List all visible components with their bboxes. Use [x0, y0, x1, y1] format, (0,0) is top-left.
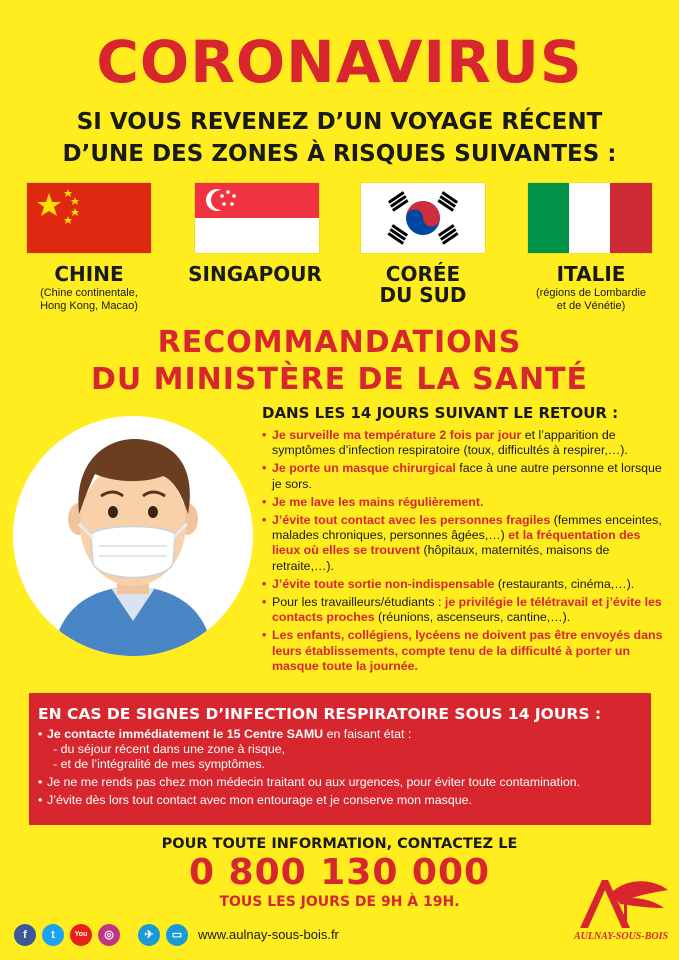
measure-highlight: Je me lave les mains régulièrement.	[272, 494, 484, 509]
measure-text: Pour les travailleurs/étudiants :	[272, 595, 445, 610]
measure-text: (réunions, ascenseurs, cantine,…).	[374, 610, 571, 625]
measure-text: et l’apparition de symptômes d’infection respiratoire (toux, difficultés à respirer,…).	[272, 428, 628, 458]
list-item	[262, 577, 667, 592]
masked-person-illustration	[13, 416, 253, 656]
italy-flag	[528, 183, 652, 253]
list-item	[262, 595, 667, 625]
facebook-icon[interactable]: f	[14, 924, 36, 946]
contact-info: POUR TOUTE INFORMATION, CONTACTEZ LE	[161, 836, 518, 852]
country-name: CHINE	[54, 262, 124, 286]
list-item	[262, 628, 667, 674]
country-detail	[511, 287, 671, 313]
singapore-flag	[195, 183, 319, 253]
country-name: SINGAPOUR	[188, 262, 322, 286]
infection-sub-item: - du séjour récent dans une zone à risque,	[53, 742, 286, 756]
country-italy	[511, 264, 671, 313]
country-name-line-2: DU SUD	[379, 283, 467, 307]
measure-text: face à une autre personne et lorsque je sors.	[272, 461, 662, 491]
infection-text: en faisant état :	[323, 727, 412, 741]
list-item	[262, 495, 667, 510]
measure-highlight: et la fréquentation des lieux où elles se trouvent	[272, 528, 641, 558]
opening-hours: TOUS LES JOURS DE 9H À 19H.	[219, 894, 460, 910]
country-china	[9, 264, 169, 313]
measure-text: (restaurants, cinéma,…).	[494, 576, 635, 591]
list-item	[262, 428, 667, 458]
infection-sub-item: - et de l’intégralité de mes symptômes.	[53, 757, 266, 771]
measure-highlight: Les enfants, collégiens, lycéens ne doivent pas être envoyés dans leurs établissements, compte tenu de la difficulté à porter un masque toute la journée.	[272, 628, 663, 673]
country-singapore	[175, 264, 335, 285]
country-detail-line: Hong Kong, Macao)	[40, 300, 138, 312]
list-item	[38, 727, 648, 772]
measure-highlight: J’évite toute sortie non-indispensable	[272, 576, 495, 591]
south-korea-flag	[361, 183, 485, 253]
screen-icon[interactable]: ▭	[166, 924, 188, 946]
measure-highlight: Je surveille ma température 2 fois par jour	[272, 428, 522, 442]
phone-number[interactable]: 0 800 130 000	[188, 852, 491, 893]
measure-text: (femmes enceintes, malades chroniques, personnes âgées,…)	[272, 513, 662, 543]
instagram-icon[interactable]: ◎	[98, 924, 120, 946]
subtitle	[0, 106, 679, 170]
recommendations-title-line-2: DU MINISTÈRE DE LA SANTÉ	[90, 362, 589, 397]
country-name: ITALIE	[556, 262, 626, 286]
list-item	[262, 513, 667, 574]
app-icon[interactable]: ✈	[138, 924, 160, 946]
country-detail-line: (Chine continentale,	[40, 287, 138, 299]
infection-list	[38, 727, 648, 811]
twitter-icon[interactable]: t	[42, 924, 64, 946]
page-title: CORONAVIRUS	[96, 28, 583, 96]
days-title: DANS LES 14 JOURS SUIVANT LE RETOUR :	[262, 404, 619, 422]
list-item	[262, 461, 667, 491]
infection-text: Je ne me rends pas chez mon médecin traitant ou aux urgences, pour éviter toute contamination.	[47, 775, 581, 789]
list-item	[38, 793, 648, 808]
country-detail-line: (régions de Lombardie	[535, 287, 647, 299]
country-detail-line: et de Vénétie)	[556, 300, 626, 312]
aulnay-logo-text: AULNAY-SOUS-BOIS	[573, 931, 669, 942]
measures-list	[262, 428, 667, 677]
recommendations-title	[0, 324, 679, 398]
measure-highlight: Je porte un masque chirurgical	[272, 461, 456, 476]
measure-text: (hôpitaux, maternités, maisons de retraite,…).	[272, 543, 610, 573]
infection-box	[29, 693, 651, 825]
country-south-korea	[343, 264, 503, 306]
infection-title: EN CAS DE SIGNES D’INFECTION RESPIRATOIRE SOUS 14 JOURS :	[38, 705, 602, 723]
youtube-icon[interactable]: You	[70, 924, 92, 946]
recommendations-title-line-1: RECOMMANDATIONS	[157, 325, 522, 360]
aulnay-logo	[572, 872, 672, 936]
country-name-line-1: CORÉE	[385, 262, 461, 286]
subtitle-line-1: SI VOUS REVENEZ D’UN VOYAGE RÉCENT	[76, 109, 603, 135]
country-detail	[9, 287, 169, 313]
infection-text: J’évite dès lors tout contact avec mon entourage et je conserve mon masque.	[47, 793, 472, 807]
infection-bold-text: Je contacte immédiatement le 15 Centre SAMU	[47, 727, 324, 741]
measure-highlight: je privilégie le télétravail et j’évite les contacts proches	[272, 595, 662, 625]
measure-highlight: J’évite tout contact avec les personnes fragiles	[272, 513, 551, 528]
china-flag	[27, 183, 151, 253]
subtitle-line-2: D’UNE DES ZONES À RISQUES SUIVANTES :	[62, 141, 617, 167]
list-item	[38, 775, 648, 790]
website-link[interactable]: www.aulnay-sous-bois.fr	[198, 927, 339, 942]
